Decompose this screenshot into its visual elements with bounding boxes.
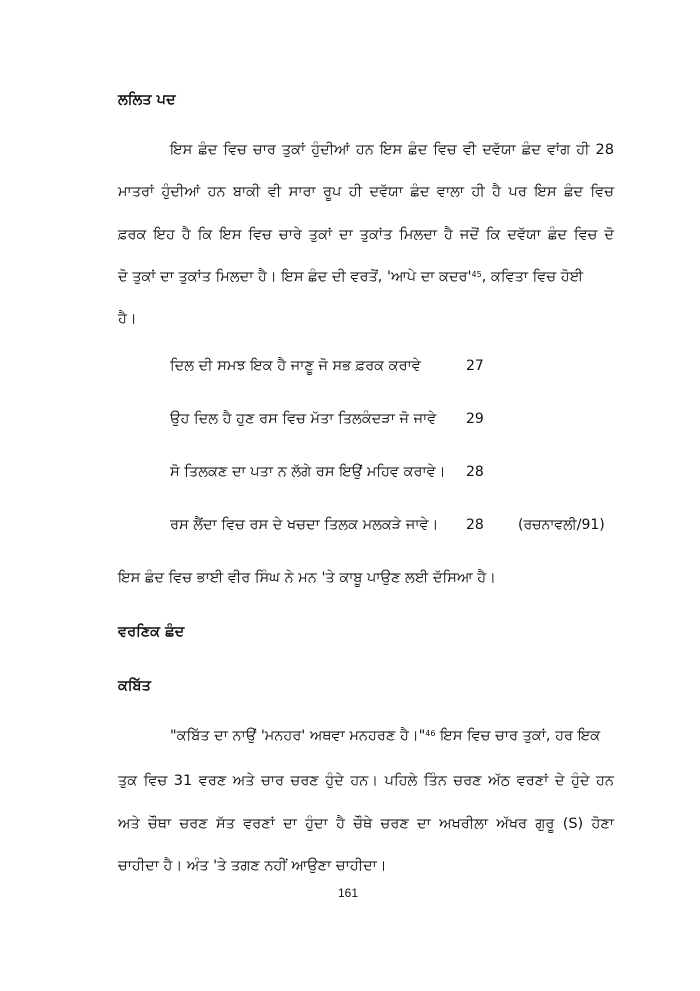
verse-source-citation: (ਰਚਨਾਵਲੀ/91) — [518, 517, 605, 533]
section-heading-lalit-pad: ਲਲਿਤ ਪਦ — [118, 92, 176, 108]
verse-syllable-count: 27 — [466, 358, 484, 374]
paragraph-line: ਫ਼ਰਕ ਇਹ ਹੈ ਕਿ ਇਸ ਵਿਚ ਚਾਰੇ ਤੁਕਾਂ ਦਾ ਤੁਕਾਂਤ ਮਿਲਦਾ ਹੈ ਜਦੋਂ ਕਿ ਦਵੱਯਾ ਛੰਦ ਵਿਚ ਦੋ — [118, 227, 614, 243]
page-number: 161 — [338, 886, 359, 900]
paragraph-text: , ਕਵਿਤਾ ਵਿਚ ਹੋਈ — [481, 269, 584, 285]
paragraph-line: ਹੈ। — [118, 311, 137, 327]
verse-line: ਸੋ ਤਿਲਕਣ ਦਾ ਪਤਾ ਨ ਲੱਗੇ ਰਸ ਇਉਂ ਮਹਿਵ ਕਰਾਵੇ। — [170, 464, 446, 480]
paragraph-text: ਇਸ ਵਿਚ ਚਾਰ ਤੁਕਾਂ, ਹਰ ਇਕ — [435, 728, 601, 744]
paragraph-line: ਮਾਤਰਾਂ ਹੁੰਦੀਆਂ ਹਨ ਬਾਕੀ ਵੀ ਸਾਰਾ ਰੂਪ ਹੀ ਦਵੱਯਾ ਛੰਦ ਵਾਲਾ ਹੀ ਹੈ ਪਰ ਇਸ ਛੰਦ ਵਿਚ — [118, 184, 614, 200]
verse-syllable-count: 28 — [466, 517, 484, 533]
paragraph-line: ਚਾਹੀਦਾ ਹੈ। ਅੰਤ 'ਤੇ ਤਗਣ ਨਹੀਂ ਆਉਣਾ ਚਾਹੀਦਾ। — [118, 858, 387, 874]
paragraph-line: ਇਸ ਛੰਦ ਵਿਚ ਚਾਰ ਤੁਕਾਂ ਹੁੰਦੀਆਂ ਹਨ ਇਸ ਛੰਦ ਵਿਚ ਵੀ ਦਵੱਯਾ ਛੰਦ ਵਾਂਗ ਹੀ 28 — [170, 142, 614, 158]
verse-line: ਦਿਲ ਦੀ ਸਮਝ ਇਕ ਹੈ ਜਾਣੂ ਜੋ ਸਭ ਫ਼ਰਕ ਕਰਾਵੇ — [170, 358, 421, 374]
paragraph-line: ਅਤੇ ਚੌਥਾ ਚਰਣ ਸੱਤ ਵਰਣਾਂ ਦਾ ਹੁੰਦਾ ਹੈ ਚੌਥੇ ਚਰਣ ਦਾ ਅਖਰੀਲਾ ਅੱਖਰ ਗੁਰੂ (S) ਹੋਣਾ — [118, 816, 614, 832]
paragraph-line: ਤੁਕ ਵਿਚ 31 ਵਰਣ ਅਤੇ ਚਾਰ ਚਰਣ ਹੁੰਦੇ ਹਨ। ਪਹਿਲੇ ਤਿੰਨ ਚਰਣ ਅੱਠ ਵਰਣਾਂ ਦੇ ਹੁੰਦੇ ਹਨ — [118, 773, 614, 789]
quotation-text: "ਕਬਿੱਤ ਦਾ ਨਾਉਂ 'ਮਨਹਰ' ਅਥਵਾ ਮਨਹਰਣ ਹੈ।" — [170, 728, 426, 744]
verse-syllable-count: 29 — [466, 411, 484, 427]
footnote-reference[interactable]: 45 — [471, 270, 482, 279]
section-heading-kabitt: ਕਬਿੱਤ — [118, 678, 151, 694]
section-heading-varnik-chhand: ਵਰਣਿਕ ਛੰਦ — [118, 624, 185, 640]
verse-syllable-count: 28 — [466, 464, 484, 480]
verse-line: ਰਸ ਲੈਂਦਾ ਵਿਚ ਰਸ ਦੇ ਖਚਦਾ ਤਿਲਕ ਮਲਕੜੇ ਜਾਵੇ। — [170, 517, 439, 533]
footnote-reference[interactable]: 46 — [425, 729, 436, 738]
paragraph-line — [118, 267, 614, 287]
paragraph-text: ਦੋ ਤੁਕਾਂ ਦਾ ਤੁਕਾਂਤ ਮਿਲਦਾ ਹੈ। ਇਸ ਛੰਦ ਦੀ ਵਰਤੋਂ, 'ਆਪੇ ਦਾ ਕਦਰ' — [118, 269, 472, 285]
paragraph-line: ਇਸ ਛੰਦ ਵਿਚ ਭਾਈ ਵੀਰ ਸਿੰਘ ਨੇ ਮਨ 'ਤੇ ਕਾਬੂ ਪਾਉਣ ਲਈ ਦੱਸਿਆ ਹੈ। — [118, 570, 496, 586]
verse-line: ਉਹ ਦਿਲ ਹੈ ਹੁਣ ਰਸ ਵਿਚ ਮੱਤਾ ਤਿਲਕੰਦੜਾ ਜੋ ਜਾਵੇ — [170, 411, 437, 427]
paragraph-line — [170, 726, 614, 746]
